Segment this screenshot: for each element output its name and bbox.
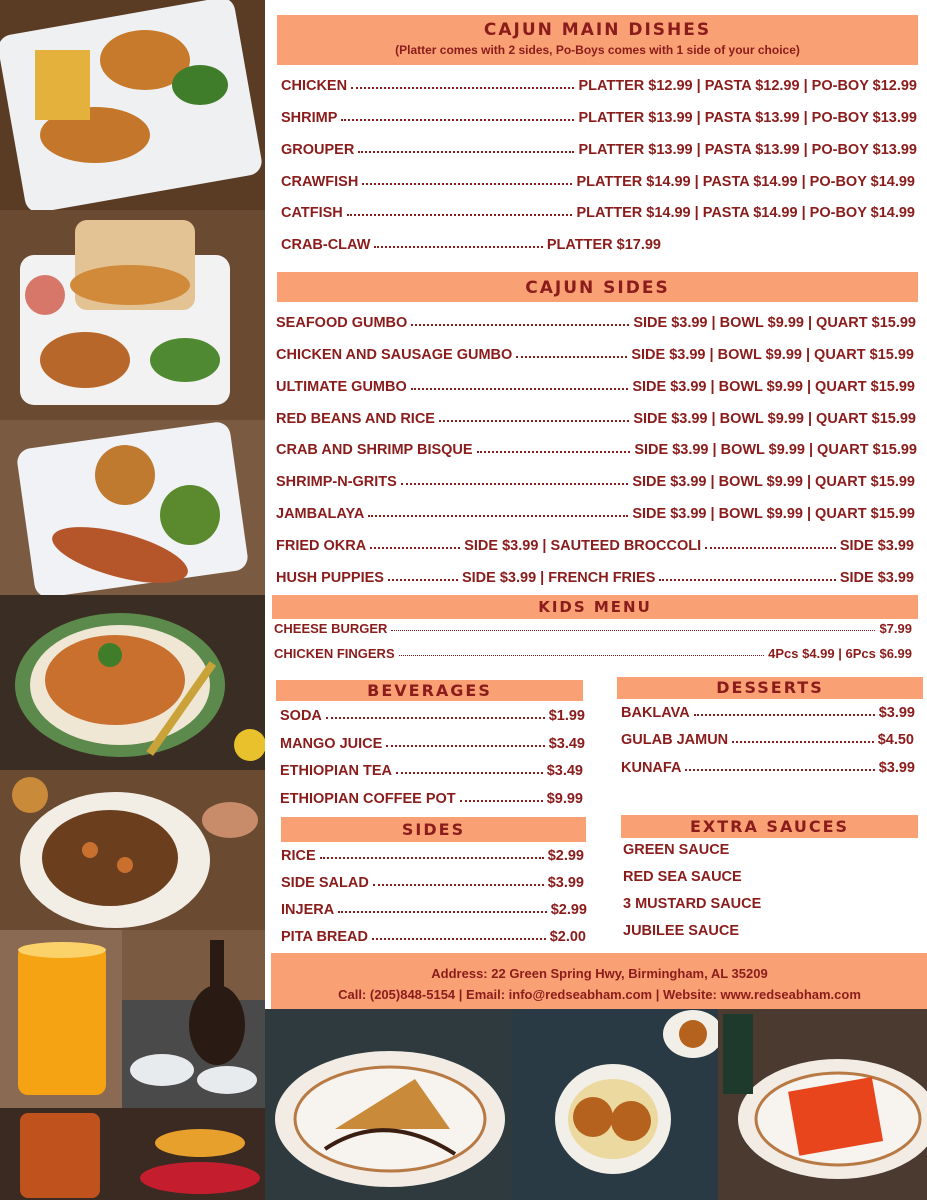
item-name: INJERA — [281, 902, 335, 918]
beverage-item-mango-juice — [280, 736, 585, 752]
item-price: SIDE $3.99 | SAUTEED BROCCOLI — [464, 538, 702, 554]
item-price: SIDE $3.99 | BOWL $9.99 | QUART $15.99 — [631, 347, 914, 363]
item-price: 4Pcs $4.99 | 6Pcs $6.99 — [768, 646, 912, 661]
gulab-jamun-image — [513, 1009, 718, 1200]
desserts-header — [617, 677, 923, 699]
photo-shrimp-grits-bowl — [0, 595, 265, 770]
item-name: CHICKEN — [281, 78, 348, 94]
item-name: CRAWFISH — [281, 174, 359, 190]
item-price: SIDE $3.99 | BOWL $9.99 | QUART $15.99 — [632, 474, 915, 490]
sides-item-injera — [281, 902, 587, 918]
leader-dots — [347, 214, 573, 216]
item-name: SHRIMP — [281, 110, 338, 126]
item-price: $3.49 — [546, 763, 583, 779]
main-dishes-title: CAJUN MAIN DISHES — [483, 20, 712, 40]
photo-mango-juice — [0, 930, 122, 1108]
leader-dots — [399, 655, 765, 656]
item-price: SIDE $3.99 | BOWL $9.99 | QUART $15.99 — [633, 315, 916, 331]
dessert-item-baklava — [621, 705, 915, 721]
item-name: BAKLAVA — [621, 705, 690, 721]
item-price: SIDE $3.99 | BOWL $9.99 | QUART $15.99 — [633, 411, 916, 427]
menu-item-crawfish — [281, 174, 915, 190]
item-price: $3.99 — [547, 875, 584, 891]
main-dishes-subtitle: (Platter comes with 2 sides, Po-Boys comes with 1 side of your choice) — [395, 43, 800, 57]
kids-menu-header — [272, 595, 918, 619]
fried-chicken-image — [0, 0, 265, 210]
cajun-sides-header — [277, 272, 918, 302]
leader-dots — [362, 183, 572, 185]
photo-po-boy-sandwich — [0, 210, 265, 420]
side-item-jambalaya — [276, 506, 915, 522]
sides-item-pita-bread — [281, 929, 586, 945]
menu-item-shrimp — [281, 110, 917, 126]
item-price-second: SIDE $3.99 — [839, 570, 914, 586]
leader-dots — [326, 717, 545, 719]
side-item-ultimate-gumbo — [276, 379, 915, 395]
item-price: $4.50 — [877, 732, 914, 748]
item-name: CHICKEN AND SAUSAGE GUMBO — [276, 347, 513, 363]
sides-item-side-salad — [281, 875, 584, 891]
leader-dots — [351, 87, 574, 89]
mango-juice-image — [0, 930, 122, 1108]
main-dishes-header — [277, 15, 918, 65]
item-name: ETHIOPIAN TEA — [280, 763, 392, 779]
item-price: PLATTER $14.99 | PASTA $14.99 | PO-BOY $14.99 — [576, 205, 915, 221]
item-name: CRAB-CLAW — [281, 237, 371, 253]
menu-item-crab-claw — [281, 237, 661, 253]
item-price: PLATTER $17.99 — [546, 237, 661, 253]
item-name: MANGO JUICE — [280, 736, 383, 752]
photo-gulab-jamun — [513, 1009, 718, 1200]
menu-item-catfish — [281, 205, 915, 221]
beverage-item-ethiopian-tea — [280, 763, 583, 779]
extra-sauces-title: EXTRA SAUCES — [689, 817, 850, 836]
item-name: SODA — [280, 708, 322, 724]
leader-dots — [368, 515, 628, 517]
item-price: $3.99 — [878, 705, 915, 721]
leader-dots — [685, 769, 874, 771]
item-price: $1.99 — [548, 708, 585, 724]
contact-footer — [271, 953, 927, 1009]
item-price: $7.99 — [879, 621, 912, 636]
item-name: ETHIOPIAN COFFEE POT — [280, 791, 456, 807]
leader-dots — [396, 772, 543, 774]
item-price: PLATTER $13.99 | PASTA $13.99 | PO-BOY $13.99 — [578, 110, 917, 126]
item-name: CHICKEN FINGERS — [274, 646, 395, 661]
leader-dots — [477, 451, 631, 453]
po-boy-image — [0, 210, 265, 420]
menu-item-chicken — [281, 78, 917, 94]
item-price: $2.99 — [550, 902, 587, 918]
item-price: $2.99 — [547, 848, 584, 864]
side-item-red-beans-rice — [276, 411, 916, 427]
leader-dots — [411, 388, 629, 390]
shrimp-grits-image — [0, 595, 265, 770]
leader-dots — [705, 547, 836, 549]
item-price: SIDE $3.99 | BOWL $9.99 | QUART $15.99 — [634, 442, 917, 458]
item-name: FRIED OKRA — [276, 538, 367, 554]
item-price: $9.99 — [546, 791, 583, 807]
item-name: ULTIMATE GUMBO — [276, 379, 407, 395]
gumbo-image — [0, 770, 265, 930]
side-item-crab-shrimp-bisque — [276, 442, 917, 458]
item-name: GROUPER — [281, 142, 355, 158]
leader-dots — [439, 420, 629, 422]
kunafa-image — [718, 1009, 927, 1200]
photo-catfish-plate — [0, 420, 265, 595]
item-name: SHRIMP-N-GRITS — [276, 474, 397, 490]
leader-dots — [732, 741, 874, 743]
item-price: SIDE $3.99 | FRENCH FRIES — [461, 570, 656, 586]
side-item-okra-broccoli — [276, 538, 914, 554]
side-item-chicken-sausage-gumbo — [276, 347, 914, 363]
desserts-title: DESSERTS — [716, 678, 824, 697]
dessert-item-kunafa — [621, 760, 915, 776]
item-price: PLATTER $13.99 | PASTA $13.99 | PO-BOY $13.99 — [578, 142, 917, 158]
item-name: JAMBALAYA — [276, 506, 365, 522]
leader-dots — [694, 714, 875, 716]
item-name: PITA BREAD — [281, 929, 368, 945]
leader-dots — [659, 579, 835, 581]
beverages-title: BEVERAGES — [367, 681, 492, 700]
item-name: GULAB JAMUN — [621, 732, 729, 748]
leader-dots — [460, 800, 543, 802]
side-item-hushpuppies-fries — [276, 570, 914, 586]
leader-dots — [386, 745, 544, 747]
leader-dots — [341, 119, 574, 121]
beverage-item-coffee-pot — [280, 791, 583, 807]
photo-ethiopian-tea — [0, 1108, 265, 1200]
photo-baklava — [265, 1009, 513, 1200]
catfish-image — [0, 420, 265, 595]
menu-item-grouper — [281, 142, 917, 158]
leader-dots — [516, 356, 627, 358]
leader-dots — [320, 857, 544, 859]
leader-dots — [358, 151, 574, 153]
baklava-image — [265, 1009, 513, 1200]
item-name: RICE — [281, 848, 316, 864]
beverage-item-soda — [280, 708, 585, 724]
item-name: SIDE SALAD — [281, 875, 369, 891]
leader-dots — [391, 630, 875, 631]
item-price: SIDE $3.99 | BOWL $9.99 | QUART $15.99 — [632, 379, 915, 395]
leader-dots — [374, 246, 542, 248]
item-name: KUNAFA — [621, 760, 682, 776]
extra-sauces-header — [621, 815, 918, 838]
footer-address: Address: 22 Green Spring Hwy, Birmingham, AL 35209 — [431, 966, 768, 981]
item-price-second: SIDE $3.99 — [839, 538, 914, 554]
sauce-mustard: 3 MUSTARD SAUCE — [623, 896, 762, 912]
side-item-seafood-gumbo — [276, 315, 916, 331]
leader-dots — [373, 884, 544, 886]
item-name: RED BEANS AND RICE — [276, 411, 435, 427]
photo-gumbo-bowl — [0, 770, 265, 930]
dessert-item-gulab-jamun — [621, 732, 914, 748]
item-price: $3.49 — [548, 736, 585, 752]
sides-header — [281, 817, 586, 842]
photo-ethiopian-coffee-pot — [122, 930, 265, 1108]
kids-menu-title: KIDS MENU — [538, 598, 652, 616]
sauce-green: GREEN SAUCE — [623, 842, 730, 858]
item-price: PLATTER $12.99 | PASTA $12.99 | PO-BOY $12.99 — [578, 78, 917, 94]
item-name: SEAFOOD GUMBO — [276, 315, 408, 331]
item-name: CATFISH — [281, 205, 343, 221]
tea-image — [0, 1108, 265, 1200]
coffee-pot-image — [122, 930, 265, 1108]
photo-kunafa — [718, 1009, 927, 1200]
leader-dots — [372, 938, 546, 940]
leader-dots — [411, 324, 629, 326]
item-price: PLATTER $14.99 | PASTA $14.99 | PO-BOY $14.99 — [576, 174, 915, 190]
item-price: $2.00 — [549, 929, 586, 945]
photo-fried-chicken-platter — [0, 0, 265, 210]
leader-dots — [370, 547, 460, 549]
leader-dots — [388, 579, 458, 581]
footer-contact: Call: (205)848-5154 | Email: info@redseabham.com | Website: www.redseabham.com — [338, 987, 861, 1002]
kids-item-cheese-burger — [274, 621, 912, 636]
item-price: SIDE $3.99 | BOWL $9.99 | QUART $15.99 — [632, 506, 915, 522]
side-item-shrimp-n-grits — [276, 474, 915, 490]
item-name: CRAB AND SHRIMP BISQUE — [276, 442, 473, 458]
sauce-jubilee: JUBILEE SAUCE — [623, 923, 740, 939]
item-price: $3.99 — [878, 760, 915, 776]
cajun-sides-title: CAJUN SIDES — [525, 278, 670, 298]
sauce-red-sea: RED SEA SAUCE — [623, 869, 742, 885]
leader-dots — [401, 483, 628, 485]
item-name: HUSH PUPPIES — [276, 570, 384, 586]
beverages-header — [276, 680, 583, 701]
sides-title: SIDES — [401, 820, 466, 839]
leader-dots — [338, 911, 547, 913]
item-name: CHEESE BURGER — [274, 621, 388, 636]
kids-item-chicken-fingers — [274, 646, 912, 661]
sides-item-rice — [281, 848, 584, 864]
